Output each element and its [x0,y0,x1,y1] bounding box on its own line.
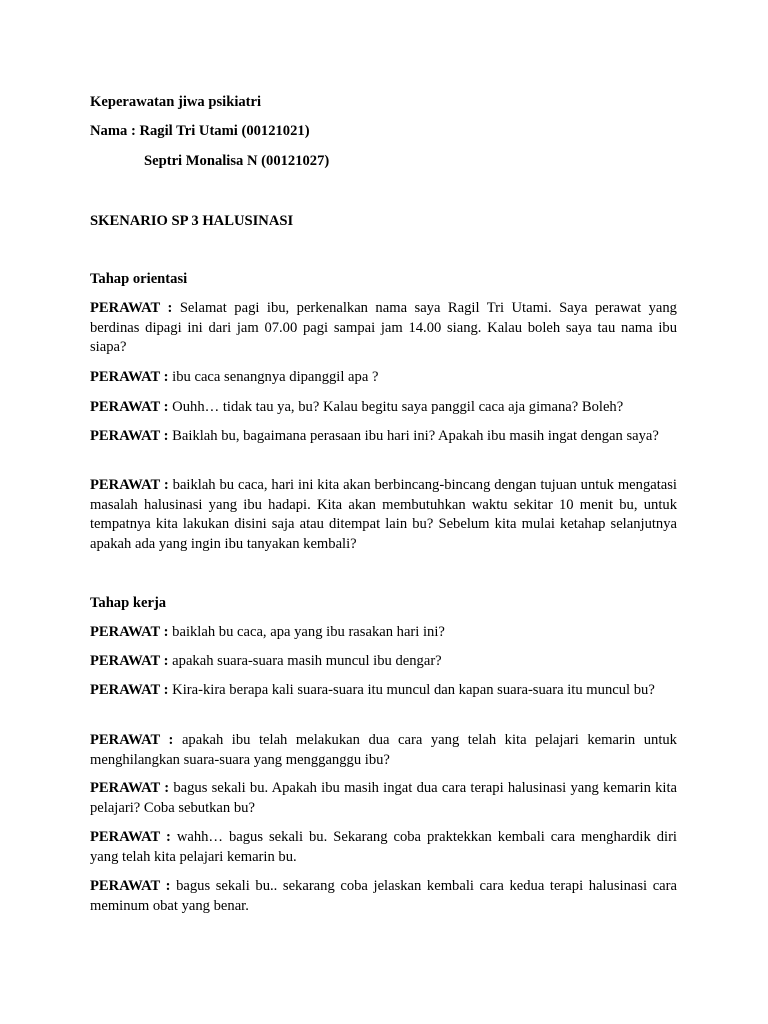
dialogue-text: baiklah bu caca, apa yang ibu rasakan hari ini? [168,624,445,640]
dialogue-line [90,368,677,388]
dialogue-text: Kira-kira berapa kali suara-suara itu muncul dan kapan suara-suara itu muncul bu? [168,682,655,698]
section-heading-orientasi: Tahap orientasi [90,271,188,287]
speaker-label: PERAWAT : [90,682,169,698]
section-heading-kerja: Tahap kerja [90,595,167,611]
dialogue-text: Baiklah bu, bagaimana perasaan ibu hari ini? Apakah ibu masih ingat dengan saya? [168,428,659,444]
speaker-label: PERAWAT : [90,653,169,669]
dialogue-line [90,427,677,447]
second-name-line: Septri Monalisa N (00121027) [144,153,330,169]
dialogue-line [90,681,677,701]
speaker-label: PERAWAT : [90,780,170,796]
dialogue-line [90,476,677,554]
dialogue-line [90,877,677,916]
dialogue-line [90,398,677,418]
dialogue-text: baiklah bu caca, hari ini kita akan berbincang-bincang dengan tujuan untuk mengatasi masalah halusinasi yang ibu hadapi. Kita akan membutuhkan waktu sekitar 10 menit bu, untuk tempatnya kita lakukan disini saja atau ditempat lain bu? Sebelum kita mulai ketahap selanjutnya apakah ada yang ingin ibu tanyakan kembali? [90,477,677,552]
dialogue-text: apakah ibu telah melakukan dua cara yang telah kita pelajari kemarin untuk menghilangkan suara-suara yang mengganggu ibu? [90,732,677,768]
speaker-label: PERAWAT : [90,624,169,640]
dialogue-line [90,623,677,643]
dialogue-line [90,731,677,770]
speaker-label: PERAWAT : [90,878,171,894]
speaker-label: PERAWAT : [90,732,174,748]
dialogue-text: Ouhh… tidak tau ya, bu? Kalau begitu saya panggil caca aja gimana? Boleh? [168,399,624,415]
dialogue-line [90,828,677,867]
dialogue-text: apakah suara-suara masih muncul ibu dengar? [168,653,442,669]
speaker-label: PERAWAT : [90,369,169,385]
course-title: Keperawatan jiwa psikiatri [90,94,262,110]
dialogue-text: wahh… bagus sekali bu. Sekarang coba praktekkan kembali cara menghardik diri yang telah kita pelajari kemarin bu. [90,829,677,865]
name-line: Nama : Ragil Tri Utami (00121021) [90,123,310,139]
scenario-title: SKENARIO SP 3 HALUSINASI [90,213,294,229]
dialogue-text: bagus sekali bu. Apakah ibu masih ingat dua cara terapi halusinasi yang kemarin kita pelajari? Coba sebutkan bu? [90,780,677,816]
dialogue-line [90,299,677,358]
dialogue-line [90,779,677,818]
dialogue-text: ibu caca senangnya dipanggil apa ? [168,369,379,385]
speaker-label: PERAWAT : [90,829,171,845]
speaker-label: PERAWAT : [90,300,173,316]
dialogue-line [90,652,677,672]
speaker-label: PERAWAT : [90,477,169,493]
dialogue-text: bagus sekali bu.. sekarang coba jelaskan kembali cara kedua terapi halusinasi cara meminum obat yang benar. [90,878,677,914]
dialogue-text: Selamat pagi ibu, perkenalkan nama saya Ragil Tri Utami. Saya perawat yang berdinas dipagi ini dari jam 07.00 pagi sampai jam 14.00 siang. Kalau boleh saya tau nama ibu siapa? [90,300,677,355]
speaker-label: PERAWAT : [90,399,169,415]
speaker-label: PERAWAT : [90,428,169,444]
